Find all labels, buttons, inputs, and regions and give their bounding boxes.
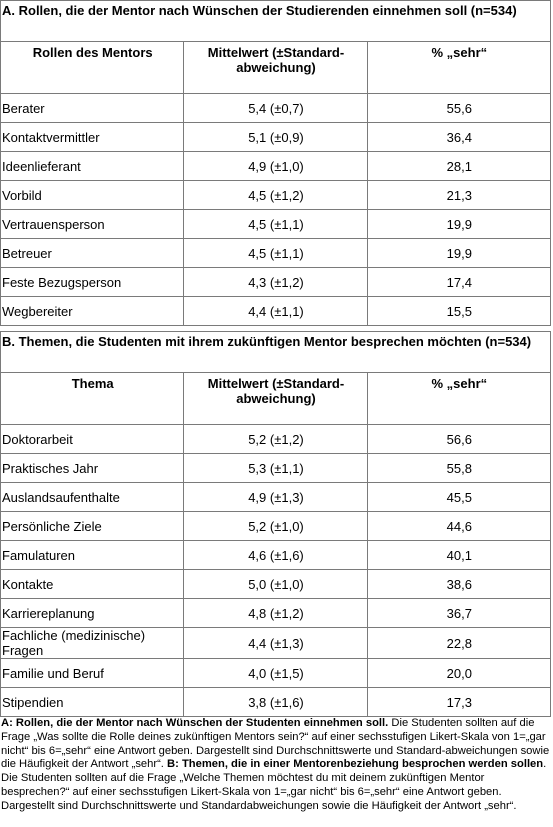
table-b-row [1, 688, 551, 717]
table-b-cell-percent: 20,0 [367, 659, 550, 688]
table-a-cell-mean: 4,5 (±1,1) [184, 239, 367, 268]
table-a-cell-mean: 4,3 (±1,2) [184, 268, 367, 297]
table-a-cell-label: Berater [1, 94, 184, 123]
table-a-row [1, 94, 551, 123]
caption-a-text: Die Studenten sollten auf die Frage „Was sollte die Rolle deines zukünftigen Mentors sein?“ auf einer sechsstufigen Likert-Skala von 1=„gar nicht“ bis 6=„sehr“ eine Antwort geben. Dargestellt sind Durchschnittswerte und Standard-abweichungen sowie die Häufigkeit der Antwort „sehr“. [1, 717, 550, 771]
table-b-header-mean: Mittelwert (±Standard-abweichung) [184, 373, 367, 425]
caption-b-heading: B: Themen, die in einer Mentorenbeziehung besprochen werden sollen [167, 758, 544, 771]
table-b-cell-label: Stipendien [1, 688, 184, 717]
table-a-cell-mean: 4,4 (±1,1) [184, 297, 367, 326]
table-b-row [1, 483, 551, 512]
table-b-row [1, 628, 551, 659]
table-a-cell-percent: 19,9 [367, 239, 550, 268]
table-b-header-topic: Thema [1, 373, 184, 425]
table-b-cell-mean: 3,8 (±1,6) [184, 688, 367, 717]
table-b-cell-mean: 5,2 (±1,0) [184, 512, 367, 541]
table-a-cell-percent: 55,6 [367, 94, 550, 123]
table-caption [1, 717, 552, 814]
table-b-cell-percent: 36,7 [367, 599, 550, 628]
table-b-row [1, 454, 551, 483]
table-b-cell-label: Persönliche Ziele [1, 512, 184, 541]
table-b-cell-percent: 22,8 [367, 628, 550, 659]
table-b [0, 331, 551, 717]
table-b-cell-label: Fachliche (medizinische) Fragen [1, 628, 184, 659]
table-a-cell-label: Betreuer [1, 239, 184, 268]
table-a-cell-label: Feste Bezugsperson [1, 268, 184, 297]
table-b-row [1, 512, 551, 541]
caption-b-text: . Die Studenten sollten auf die Frage „Welche Themen möchtest du mit deinem zukünftigen Mentor besprechen?“ auf einer sechsstufigen Likert-Skala von 1=„gar nicht“ bis 6=„sehr“ eine Antwort geben. Dargestellt sind Durchschnittswerte und Standardabweichungen sowie die Häufigkeit der Antwort „sehr“. [1, 758, 547, 812]
table-b-cell-mean: 4,9 (±1,3) [184, 483, 367, 512]
table-b-row [1, 570, 551, 599]
table-a-row [1, 210, 551, 239]
table-b-cell-label: Kontakte [1, 570, 184, 599]
table-a-cell-mean: 4,5 (±1,2) [184, 181, 367, 210]
table-b-cell-percent: 17,3 [367, 688, 550, 717]
table-b-cell-mean: 4,0 (±1,5) [184, 659, 367, 688]
table-b-cell-mean: 4,8 (±1,2) [184, 599, 367, 628]
table-a-cell-mean: 5,1 (±0,9) [184, 123, 367, 152]
table-b-cell-mean: 5,3 (±1,1) [184, 454, 367, 483]
table-b-row [1, 599, 551, 628]
table-b-header-row [1, 373, 551, 425]
table-a-row [1, 297, 551, 326]
table-a-cell-label: Kontaktvermittler [1, 123, 184, 152]
table-a-cell-label: Vertrauensperson [1, 210, 184, 239]
table-a-header-row [1, 42, 551, 94]
table-a-row [1, 152, 551, 181]
table-b-title-row [1, 332, 551, 373]
table-b-cell-label: Praktisches Jahr [1, 454, 184, 483]
table-a-header-role: Rollen des Mentors [1, 42, 184, 94]
table-b-cell-percent: 55,8 [367, 454, 550, 483]
table-a-cell-label: Vorbild [1, 181, 184, 210]
table-a-row [1, 181, 551, 210]
table-b-cell-label: Famulaturen [1, 541, 184, 570]
table-b-cell-mean: 5,0 (±1,0) [184, 570, 367, 599]
table-b-cell-mean: 5,2 (±1,2) [184, 425, 367, 454]
table-b-cell-label: Familie und Beruf [1, 659, 184, 688]
table-a-cell-label: Wegbereiter [1, 297, 184, 326]
table-a [0, 0, 551, 326]
table-b-header-percent: % „sehr“ [367, 373, 550, 425]
table-a-cell-percent: 17,4 [367, 268, 550, 297]
table-b-cell-percent: 38,6 [367, 570, 550, 599]
table-a-title-row [1, 1, 551, 42]
table-a-cell-percent: 15,5 [367, 297, 550, 326]
table-b-cell-percent: 56,6 [367, 425, 550, 454]
table-a-cell-mean: 4,5 (±1,1) [184, 210, 367, 239]
table-a-row [1, 268, 551, 297]
table-b-row [1, 425, 551, 454]
table-a-row [1, 123, 551, 152]
table-a-title: A. Rollen, die der Mentor nach Wünschen der Studierenden einnehmen soll (n=534) [1, 1, 551, 42]
table-a-header-percent: % „sehr“ [367, 42, 550, 94]
table-a-cell-label: Ideenlieferant [1, 152, 184, 181]
table-b-title: B. Themen, die Studenten mit ihrem zukünftigen Mentor besprechen möchten (n=534) [1, 332, 551, 373]
table-b-cell-mean: 4,4 (±1,3) [184, 628, 367, 659]
table-b-cell-percent: 40,1 [367, 541, 550, 570]
caption-a-heading: A: Rollen, die der Mentor nach Wünschen der Studenten einnehmen soll. [1, 717, 389, 729]
table-a-row [1, 239, 551, 268]
table-a-header-mean: Mittelwert (±Standard-abweichung) [184, 42, 367, 94]
table-b-cell-mean: 4,6 (±1,6) [184, 541, 367, 570]
table-a-cell-percent: 36,4 [367, 123, 550, 152]
table-b-row [1, 541, 551, 570]
table-b-cell-percent: 44,6 [367, 512, 550, 541]
table-a-cell-mean: 4,9 (±1,0) [184, 152, 367, 181]
table-b-cell-percent: 45,5 [367, 483, 550, 512]
table-a-cell-percent: 19,9 [367, 210, 550, 239]
table-b-cell-label: Auslandsaufenthalte [1, 483, 184, 512]
table-a-cell-mean: 5,4 (±0,7) [184, 94, 367, 123]
table-b-cell-label: Doktorarbeit [1, 425, 184, 454]
table-b-row [1, 659, 551, 688]
table-a-cell-percent: 28,1 [367, 152, 550, 181]
table-b-cell-label: Karriereplanung [1, 599, 184, 628]
table-a-cell-percent: 21,3 [367, 181, 550, 210]
